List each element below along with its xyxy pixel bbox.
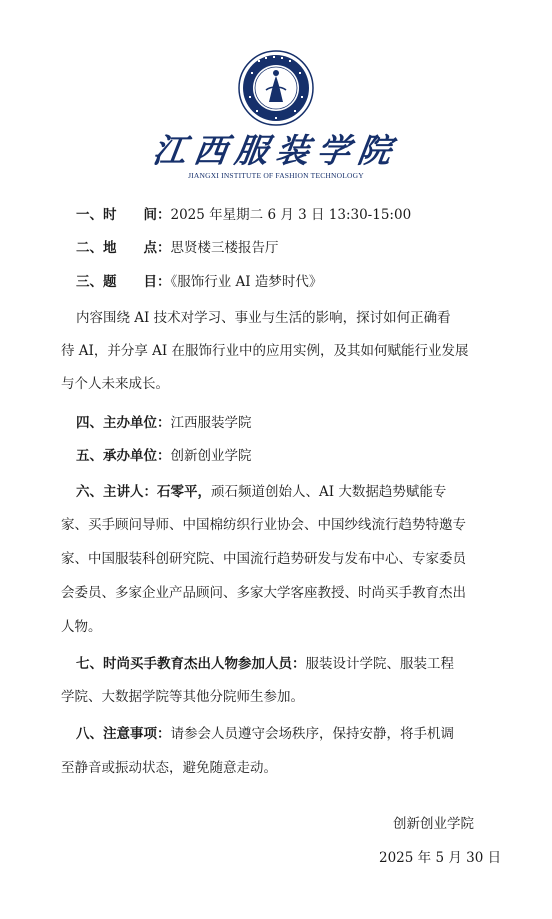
speaker-line-3: 家、中国服装科创研究院、中国流行趋势研发与发布中心、专家委员 bbox=[61, 551, 466, 567]
speaker-label: 六、主讲人：石零平， bbox=[76, 484, 211, 500]
intro-line-2: 待 AI，并分享 AI 在服饰行业中的应用实例，及其如何赋能行业发展 bbox=[61, 343, 469, 359]
place-value: 思贤楼三楼报告厅 bbox=[170, 240, 279, 256]
school-name-en: JIANGXI INSTITUTE OF FASHION TECHNOLOGY bbox=[188, 171, 364, 180]
topic-label: 三、题 目： bbox=[76, 274, 171, 290]
notes-line-1: 请参会人员遵守会场秩序，保持安静，将手机调 bbox=[170, 726, 454, 742]
seal-icon bbox=[238, 50, 314, 126]
time-value: 2025 年星期二 6 月 3 日 13:30-15:00 bbox=[170, 207, 412, 223]
topic-value: 《服饰行业 AI 造梦时代》 bbox=[170, 274, 323, 290]
attendees-line-2: 学院、大数据学院等其他分院师生参加。 bbox=[61, 689, 304, 705]
place-row bbox=[76, 238, 279, 258]
speaker-line-4: 会委员、多家企业产品顾问、多家大学客座教授、时尚买手教育杰出 bbox=[61, 585, 466, 601]
attendees-row bbox=[76, 654, 454, 674]
time-label: 一、时 间： bbox=[76, 207, 171, 223]
organizer-value: 创新创业学院 bbox=[170, 448, 252, 464]
host-label: 四、主办单位： bbox=[76, 415, 171, 431]
time-row bbox=[76, 205, 411, 225]
notes-row bbox=[76, 724, 454, 744]
host-value: 江西服装学院 bbox=[170, 415, 252, 431]
signature-org: 创新创业学院 bbox=[393, 816, 474, 832]
school-wordmark bbox=[0, 131, 552, 180]
notes-line-2: 至静音或振动状态，避免随意走动。 bbox=[61, 760, 277, 776]
notes-label: 八、注意事项： bbox=[76, 726, 171, 742]
intro-line-1: 内容围绕 AI 技术对学习、事业与生活的影响，探讨如何正确看 bbox=[76, 310, 451, 326]
attendees-label: 七、时尚买手教育杰出人物参加人员： bbox=[76, 656, 306, 672]
host-row bbox=[76, 413, 252, 433]
school-name-cn: 江西服装学院 bbox=[150, 131, 402, 170]
attendees-line-1: 服装设计学院、服装工程 bbox=[305, 656, 454, 672]
signature-date: 2025 年 5 月 30 日 bbox=[379, 850, 502, 866]
intro-line-3: 与个人未来成长。 bbox=[61, 376, 169, 392]
speaker-line-1: 顽石频道创始人、AI 大数据趋势赋能专 bbox=[211, 484, 447, 500]
topic-row bbox=[76, 272, 322, 292]
speaker-line-5: 人物。 bbox=[61, 619, 102, 635]
organizer-row bbox=[76, 446, 252, 466]
organizer-label: 五、承办单位： bbox=[76, 448, 171, 464]
speaker-row bbox=[76, 482, 446, 502]
school-seal-logo bbox=[0, 50, 552, 126]
place-label: 二、地 点： bbox=[76, 240, 171, 256]
speaker-line-2: 家、买手顾问导师、中国棉纺织行业协会、中国纱线流行趋势特邀专 bbox=[61, 517, 466, 533]
